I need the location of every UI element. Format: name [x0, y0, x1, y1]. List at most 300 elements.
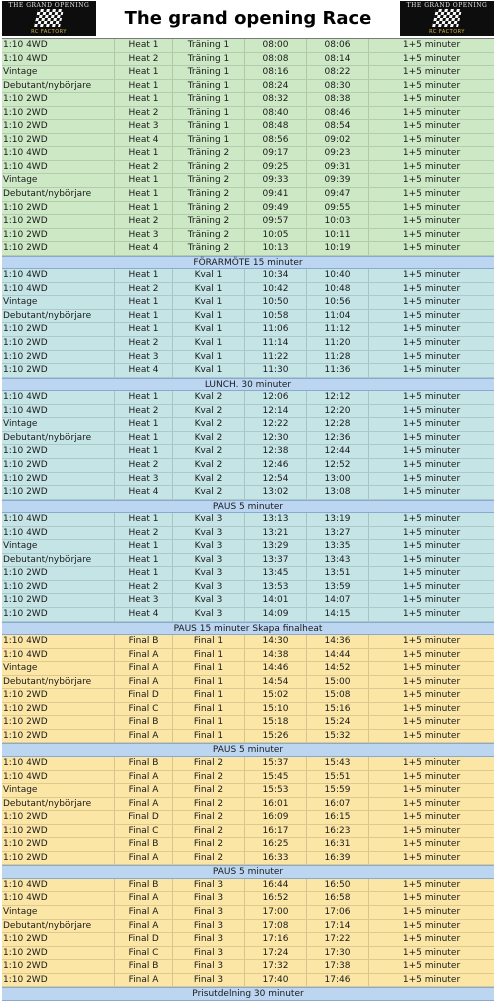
start-time-cell: 15:26: [244, 730, 306, 743]
start-time-cell: 14:01: [244, 594, 306, 607]
class-cell: 1:10 2WD: [3, 947, 48, 958]
session-cell: Träning 1: [172, 107, 244, 120]
table-row: [2, 892, 494, 906]
class-cell: 1:10 4WD: [3, 161, 48, 172]
duration-cell: 1+5 minuter: [368, 527, 494, 540]
start-time-cell: 16:44: [244, 879, 306, 892]
session-cell: Träning 1: [172, 120, 244, 133]
start-time-cell: 09:49: [244, 202, 306, 215]
end-time-cell: 11:36: [306, 364, 368, 377]
session-cell: Kval 1: [172, 310, 244, 323]
end-time-cell: 15:00: [306, 676, 368, 689]
duration-cell: 1+5 minuter: [368, 662, 494, 675]
session-cell: Kval 1: [172, 364, 244, 377]
end-time-cell: 09:55: [306, 202, 368, 215]
session-cell: Final 3: [172, 906, 244, 919]
class-cell: 1:10 4WD: [3, 270, 48, 281]
heat-cell: Heat 1: [114, 540, 172, 553]
class-cell: Debutant/nybörjare: [3, 432, 92, 443]
heat-cell: Final B: [114, 757, 172, 770]
heat-cell: Final A: [114, 784, 172, 797]
logo-top-text: THE GRAND OPENING: [8, 2, 90, 9]
session-cell: Kval 1: [172, 323, 244, 336]
duration-cell: 1+5 minuter: [368, 351, 494, 364]
class-cell: 1:10 4WD: [3, 148, 48, 159]
class-cell: 1:10 4WD: [3, 283, 48, 294]
session-cell: Final 1: [172, 635, 244, 648]
start-time-cell: 12:46: [244, 459, 306, 472]
session-cell: Kval 3: [172, 540, 244, 553]
session-cell: Final 3: [172, 933, 244, 946]
end-time-cell: 15:43: [306, 757, 368, 770]
start-time-cell: 12:14: [244, 405, 306, 418]
heat-cell: Final D: [114, 933, 172, 946]
logo-bottom-text: RC FACTORY: [31, 29, 67, 35]
page-title: The grand opening Race: [124, 8, 372, 29]
class-cell: 1:10 2WD: [3, 825, 48, 836]
table-row: [2, 215, 494, 229]
heat-cell: Heat 3: [114, 594, 172, 607]
start-time-cell: 10:34: [244, 269, 306, 282]
heat-cell: Heat 2: [114, 161, 172, 174]
duration-cell: 1+5 minuter: [368, 188, 494, 201]
schedule-header: [2, 0, 494, 39]
duration-cell: 1+5 minuter: [368, 649, 494, 662]
end-time-cell: 10:48: [306, 283, 368, 296]
heat-cell: Final B: [114, 838, 172, 851]
session-cell: Kval 1: [172, 269, 244, 282]
start-time-cell: 11:14: [244, 337, 306, 350]
session-cell: Kval 3: [172, 594, 244, 607]
class-cell: 1:10 2WD: [3, 473, 48, 484]
duration-cell: 1+5 minuter: [368, 174, 494, 187]
session-cell: Kval 1: [172, 296, 244, 309]
start-time-cell: 17:40: [244, 974, 306, 987]
session-cell: Träning 2: [172, 174, 244, 187]
heat-cell: Final B: [114, 960, 172, 973]
heat-cell: Heat 4: [114, 242, 172, 255]
class-cell: 1:10 2WD: [3, 974, 48, 985]
end-time-cell: 15:08: [306, 689, 368, 702]
duration-cell: 1+5 minuter: [368, 202, 494, 215]
class-cell: Debutant/nybörjare: [3, 920, 92, 931]
table-row: [2, 93, 494, 107]
class-cell: 1:10 4WD: [3, 771, 48, 782]
duration-cell: 1+5 minuter: [368, 269, 494, 282]
class-cell: 1:10 2WD: [3, 229, 48, 240]
break-row: FÖRARMÖTE 15 minuter: [2, 256, 494, 270]
class-cell: Vintage: [3, 785, 38, 796]
end-time-cell: 13:19: [306, 513, 368, 526]
start-time-cell: 09:25: [244, 161, 306, 174]
table-row: [2, 296, 494, 310]
heat-cell: Heat 1: [114, 310, 172, 323]
class-cell: Vintage: [3, 67, 38, 78]
session-cell: Final 1: [172, 730, 244, 743]
table-row: [2, 229, 494, 243]
session-cell: Final 2: [172, 757, 244, 770]
duration-cell: 1+5 minuter: [368, 879, 494, 892]
heat-cell: Heat 4: [114, 486, 172, 499]
table-row: [2, 202, 494, 216]
end-time-cell: 15:24: [306, 716, 368, 729]
session-cell: Final 3: [172, 920, 244, 933]
table-row: [2, 269, 494, 283]
duration-cell: 1+5 minuter: [368, 39, 494, 52]
class-cell: 1:10 2WD: [3, 134, 48, 145]
session-cell: Träning 1: [172, 66, 244, 79]
duration-cell: 1+5 minuter: [368, 134, 494, 147]
heat-cell: Final A: [114, 892, 172, 905]
end-time-cell: 10:03: [306, 215, 368, 228]
heat-cell: Heat 2: [114, 283, 172, 296]
end-time-cell: 09:39: [306, 174, 368, 187]
start-time-cell: 17:00: [244, 906, 306, 919]
schedule-page: [2, 0, 494, 1001]
class-cell: 1:10 4WD: [3, 53, 48, 64]
heat-cell: Heat 2: [114, 337, 172, 350]
duration-cell: 1+5 minuter: [368, 730, 494, 743]
heat-cell: Heat 1: [114, 554, 172, 567]
start-time-cell: 09:41: [244, 188, 306, 201]
end-time-cell: 13:51: [306, 567, 368, 580]
duration-cell: 1+5 minuter: [368, 486, 494, 499]
class-cell: Debutant/nybörjare: [3, 676, 92, 687]
table-row: [2, 784, 494, 798]
start-time-cell: 14:46: [244, 662, 306, 675]
end-time-cell: 14:07: [306, 594, 368, 607]
start-time-cell: 15:02: [244, 689, 306, 702]
table-row: [2, 879, 494, 893]
duration-cell: 1+5 minuter: [368, 594, 494, 607]
class-cell: 1:10 4WD: [3, 649, 48, 660]
session-cell: Kval 1: [172, 351, 244, 364]
table-row: [2, 459, 494, 473]
class-cell: Debutant/nybörjare: [3, 310, 92, 321]
session-cell: Träning 2: [172, 188, 244, 201]
duration-cell: 1+5 minuter: [368, 93, 494, 106]
end-time-cell: 09:23: [306, 147, 368, 160]
checkered-flag-icon: [34, 9, 64, 27]
table-row: [2, 771, 494, 785]
end-time-cell: 08:46: [306, 107, 368, 120]
duration-cell: 1+5 minuter: [368, 567, 494, 580]
duration-cell: 1+5 minuter: [368, 920, 494, 933]
heat-cell: Heat 2: [114, 107, 172, 120]
heat-cell: Heat 3: [114, 351, 172, 364]
start-time-cell: 14:09: [244, 608, 306, 621]
heat-cell: Heat 1: [114, 567, 172, 580]
session-cell: Final 3: [172, 960, 244, 973]
table-row: [2, 39, 494, 53]
end-time-cell: 12:36: [306, 432, 368, 445]
end-time-cell: 08:30: [306, 80, 368, 93]
table-row: [2, 134, 494, 148]
logo-bottom-text: RC FACTORY: [429, 29, 465, 35]
class-cell: 1:10 2WD: [3, 852, 48, 863]
duration-cell: 1+5 minuter: [368, 852, 494, 865]
duration-cell: 1+5 minuter: [368, 473, 494, 486]
start-time-cell: 12:30: [244, 432, 306, 445]
table-row: [2, 906, 494, 920]
heat-cell: Heat 1: [114, 93, 172, 106]
table-row: [2, 947, 494, 961]
duration-cell: 1+5 minuter: [368, 635, 494, 648]
table-row: [2, 703, 494, 717]
session-cell: Träning 2: [172, 147, 244, 160]
end-time-cell: 15:59: [306, 784, 368, 797]
class-cell: Debutant/nybörjare: [3, 554, 92, 565]
class-cell: 1:10 2WD: [3, 94, 48, 105]
heat-cell: Heat 1: [114, 445, 172, 458]
end-time-cell: 16:39: [306, 852, 368, 865]
class-cell: 1:10 2WD: [3, 121, 48, 132]
start-time-cell: 08:40: [244, 107, 306, 120]
session-cell: Final 3: [172, 879, 244, 892]
heat-cell: Final B: [114, 635, 172, 648]
session-cell: Träning 1: [172, 134, 244, 147]
heat-cell: Heat 1: [114, 147, 172, 160]
class-cell: 1:10 2WD: [3, 365, 48, 376]
class-cell: Vintage: [3, 419, 38, 430]
duration-cell: 1+5 minuter: [368, 581, 494, 594]
duration-cell: 1+5 minuter: [368, 947, 494, 960]
table-row: [2, 486, 494, 500]
duration-cell: 1+5 minuter: [368, 283, 494, 296]
table-row: [2, 188, 494, 202]
table-row: [2, 567, 494, 581]
end-time-cell: 13:35: [306, 540, 368, 553]
checkered-flag-icon: [432, 9, 462, 27]
start-time-cell: 13:29: [244, 540, 306, 553]
heat-cell: Final A: [114, 974, 172, 987]
start-time-cell: 13:37: [244, 554, 306, 567]
table-row: [2, 662, 494, 676]
table-row: [2, 635, 494, 649]
table-row: [2, 594, 494, 608]
heat-cell: Heat 1: [114, 39, 172, 52]
table-row: [2, 527, 494, 541]
start-time-cell: 12:38: [244, 445, 306, 458]
session-cell: Kval 2: [172, 459, 244, 472]
heat-cell: Heat 1: [114, 432, 172, 445]
duration-cell: 1+5 minuter: [368, 80, 494, 93]
class-cell: 1:10 2WD: [3, 717, 48, 728]
duration-cell: 1+5 minuter: [368, 540, 494, 553]
duration-cell: 1+5 minuter: [368, 960, 494, 973]
heat-cell: Heat 1: [114, 391, 172, 404]
session-cell: Kval 3: [172, 527, 244, 540]
class-cell: 1:10 4WD: [3, 757, 48, 768]
duration-cell: 1+5 minuter: [368, 716, 494, 729]
table-row: [2, 364, 494, 378]
table-row: [2, 852, 494, 866]
end-time-cell: 12:20: [306, 405, 368, 418]
table-row: [2, 933, 494, 947]
session-cell: Kval 2: [172, 418, 244, 431]
class-cell: 1:10 2WD: [3, 202, 48, 213]
duration-cell: 1+5 minuter: [368, 229, 494, 242]
end-time-cell: 12:12: [306, 391, 368, 404]
session-cell: Kval 3: [172, 513, 244, 526]
session-cell: Träning 1: [172, 53, 244, 66]
end-time-cell: 15:51: [306, 771, 368, 784]
start-time-cell: 17:32: [244, 960, 306, 973]
session-cell: Final 2: [172, 825, 244, 838]
class-cell: Vintage: [3, 541, 38, 552]
duration-cell: 1+5 minuter: [368, 513, 494, 526]
start-time-cell: 17:16: [244, 933, 306, 946]
start-time-cell: 14:54: [244, 676, 306, 689]
start-time-cell: 11:30: [244, 364, 306, 377]
start-time-cell: 16:25: [244, 838, 306, 851]
end-time-cell: 11:20: [306, 337, 368, 350]
duration-cell: 1+5 minuter: [368, 107, 494, 120]
heat-cell: Heat 1: [114, 80, 172, 93]
heat-cell: Heat 1: [114, 513, 172, 526]
start-time-cell: 08:48: [244, 120, 306, 133]
end-time-cell: 17:38: [306, 960, 368, 973]
table-row: [2, 649, 494, 663]
end-time-cell: 17:30: [306, 947, 368, 960]
class-cell: 1:10 4WD: [3, 405, 48, 416]
class-cell: 1:10 4WD: [3, 40, 48, 50]
class-cell: Vintage: [3, 907, 38, 917]
duration-cell: 1+5 minuter: [368, 405, 494, 418]
class-cell: 1:10 2WD: [3, 581, 48, 592]
class-cell: 1:10 2WD: [3, 730, 48, 741]
class-cell: 1:10 2WD: [3, 351, 48, 362]
end-time-cell: 14:36: [306, 635, 368, 648]
start-time-cell: 15:45: [244, 771, 306, 784]
table-row: [2, 174, 494, 188]
end-time-cell: 15:16: [306, 703, 368, 716]
session-cell: Final 1: [172, 649, 244, 662]
race-logo-right: [400, 1, 494, 36]
session-cell: Kval 2: [172, 391, 244, 404]
heat-cell: Heat 4: [114, 608, 172, 621]
table-row: [2, 730, 494, 744]
end-time-cell: 10:56: [306, 296, 368, 309]
session-cell: Kval 2: [172, 473, 244, 486]
heat-cell: Heat 4: [114, 134, 172, 147]
heat-cell: Heat 1: [114, 174, 172, 187]
duration-cell: 1+5 minuter: [368, 689, 494, 702]
session-cell: Final 1: [172, 703, 244, 716]
duration-cell: 1+5 minuter: [368, 310, 494, 323]
start-time-cell: 14:30: [244, 635, 306, 648]
end-time-cell: 12:28: [306, 418, 368, 431]
session-cell: Träning 2: [172, 229, 244, 242]
end-time-cell: 10:11: [306, 229, 368, 242]
duration-cell: 1+5 minuter: [368, 53, 494, 66]
heat-cell: Final D: [114, 689, 172, 702]
duration-cell: 1+5 minuter: [368, 296, 494, 309]
end-time-cell: 15:32: [306, 730, 368, 743]
class-cell: Debutant/nybörjare: [3, 798, 92, 809]
start-time-cell: 16:17: [244, 825, 306, 838]
start-time-cell: 16:09: [244, 811, 306, 824]
session-cell: Träning 1: [172, 93, 244, 106]
table-row: [2, 445, 494, 459]
class-cell: Vintage: [3, 663, 38, 674]
start-time-cell: 09:17: [244, 147, 306, 160]
end-time-cell: 16:23: [306, 825, 368, 838]
heat-cell: Heat 1: [114, 202, 172, 215]
duration-cell: 1+5 minuter: [368, 432, 494, 445]
end-time-cell: 13:59: [306, 581, 368, 594]
duration-cell: 1+5 minuter: [368, 933, 494, 946]
table-row: [2, 283, 494, 297]
heat-cell: Heat 2: [114, 459, 172, 472]
table-row: [2, 391, 494, 405]
session-cell: Träning 2: [172, 202, 244, 215]
heat-cell: Heat 1: [114, 296, 172, 309]
session-cell: Final 2: [172, 838, 244, 851]
start-time-cell: 12:54: [244, 473, 306, 486]
start-time-cell: 10:05: [244, 229, 306, 242]
duration-cell: 1+5 minuter: [368, 337, 494, 350]
class-cell: 1:10 2WD: [3, 324, 48, 335]
heat-cell: Final A: [114, 920, 172, 933]
class-cell: 1:10 2WD: [3, 243, 48, 254]
duration-cell: 1+5 minuter: [368, 608, 494, 621]
duration-cell: 1+5 minuter: [368, 66, 494, 79]
session-cell: Final 2: [172, 798, 244, 811]
session-cell: Final 2: [172, 811, 244, 824]
session-cell: Träning 2: [172, 242, 244, 255]
table-row: [2, 581, 494, 595]
break-row: PAUS 5 minuter: [2, 865, 494, 879]
class-cell: 1:10 2WD: [3, 446, 48, 457]
duration-cell: 1+5 minuter: [368, 147, 494, 160]
class-cell: Vintage: [3, 297, 38, 308]
table-row: [2, 66, 494, 80]
end-time-cell: 11:28: [306, 351, 368, 364]
class-cell: 1:10 2WD: [3, 595, 48, 606]
table-row: [2, 161, 494, 175]
end-time-cell: 08:54: [306, 120, 368, 133]
table-row: [2, 323, 494, 337]
end-time-cell: 17:22: [306, 933, 368, 946]
heat-cell: Heat 2: [114, 405, 172, 418]
break-row: PAUS 5 minuter: [2, 743, 494, 757]
end-time-cell: 16:31: [306, 838, 368, 851]
start-time-cell: 08:08: [244, 53, 306, 66]
heat-cell: Heat 3: [114, 120, 172, 133]
class-cell: 1:10 2WD: [3, 608, 48, 619]
end-time-cell: 12:52: [306, 459, 368, 472]
duration-cell: 1+5 minuter: [368, 323, 494, 336]
end-time-cell: 10:40: [306, 269, 368, 282]
class-cell: 1:10 4WD: [3, 879, 48, 890]
schedule-table: [2, 39, 494, 1001]
session-cell: Final 1: [172, 689, 244, 702]
end-time-cell: 13:27: [306, 527, 368, 540]
heat-cell: Final C: [114, 947, 172, 960]
class-cell: Vintage: [3, 175, 38, 186]
duration-cell: 1+5 minuter: [368, 784, 494, 797]
session-cell: Kval 3: [172, 608, 244, 621]
session-cell: Kval 3: [172, 554, 244, 567]
break-row: LUNCH. 30 minuter: [2, 378, 494, 392]
end-time-cell: 17:46: [306, 974, 368, 987]
start-time-cell: 11:22: [244, 351, 306, 364]
end-time-cell: 09:02: [306, 134, 368, 147]
table-row: [2, 974, 494, 988]
start-time-cell: 15:37: [244, 757, 306, 770]
break-row: PAUS 5 minuter: [2, 500, 494, 514]
